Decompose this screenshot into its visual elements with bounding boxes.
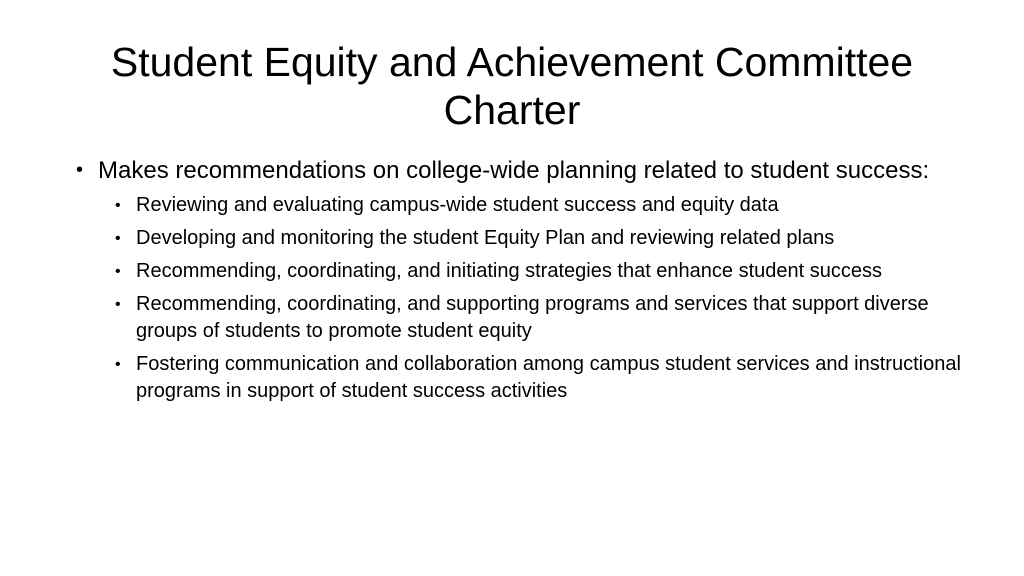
slide-content xyxy=(72,155,972,411)
sub-bullet-text: Reviewing and evaluating campus-wide student success and equity data xyxy=(136,194,779,216)
bullet-icon: • xyxy=(115,263,121,280)
main-bullet-text: Makes recommendations on college-wide planning related to student success: xyxy=(98,157,930,184)
sub-bullet-text: Fostering communication and collaboration among campus student services and instructional programs in support of student success activities xyxy=(136,353,961,402)
sub-bullet-item xyxy=(72,258,972,285)
sub-bullet-item xyxy=(72,351,972,405)
main-bullet-item xyxy=(72,155,972,186)
sub-bullet-item xyxy=(72,291,972,345)
sub-bullet-text: Recommending, coordinating, and supporting programs and services that support diverse groups of students to promote student equity xyxy=(136,293,929,342)
slide-title: Student Equity and Achievement Committee Charter xyxy=(110,39,914,133)
bullet-icon: • xyxy=(115,356,121,373)
sub-bullet-text: Developing and monitoring the student Equity Plan and reviewing related plans xyxy=(136,227,835,249)
sub-bullet-list xyxy=(72,192,972,405)
sub-bullet-item xyxy=(72,192,972,219)
bullet-icon: • xyxy=(76,159,84,181)
bullet-icon: • xyxy=(115,230,121,247)
sub-bullet-text: Recommending, coordinating, and initiating strategies that enhance student success xyxy=(136,260,883,282)
bullet-icon: • xyxy=(115,197,121,214)
sub-bullet-item xyxy=(72,225,972,252)
bullet-icon: • xyxy=(115,296,121,313)
